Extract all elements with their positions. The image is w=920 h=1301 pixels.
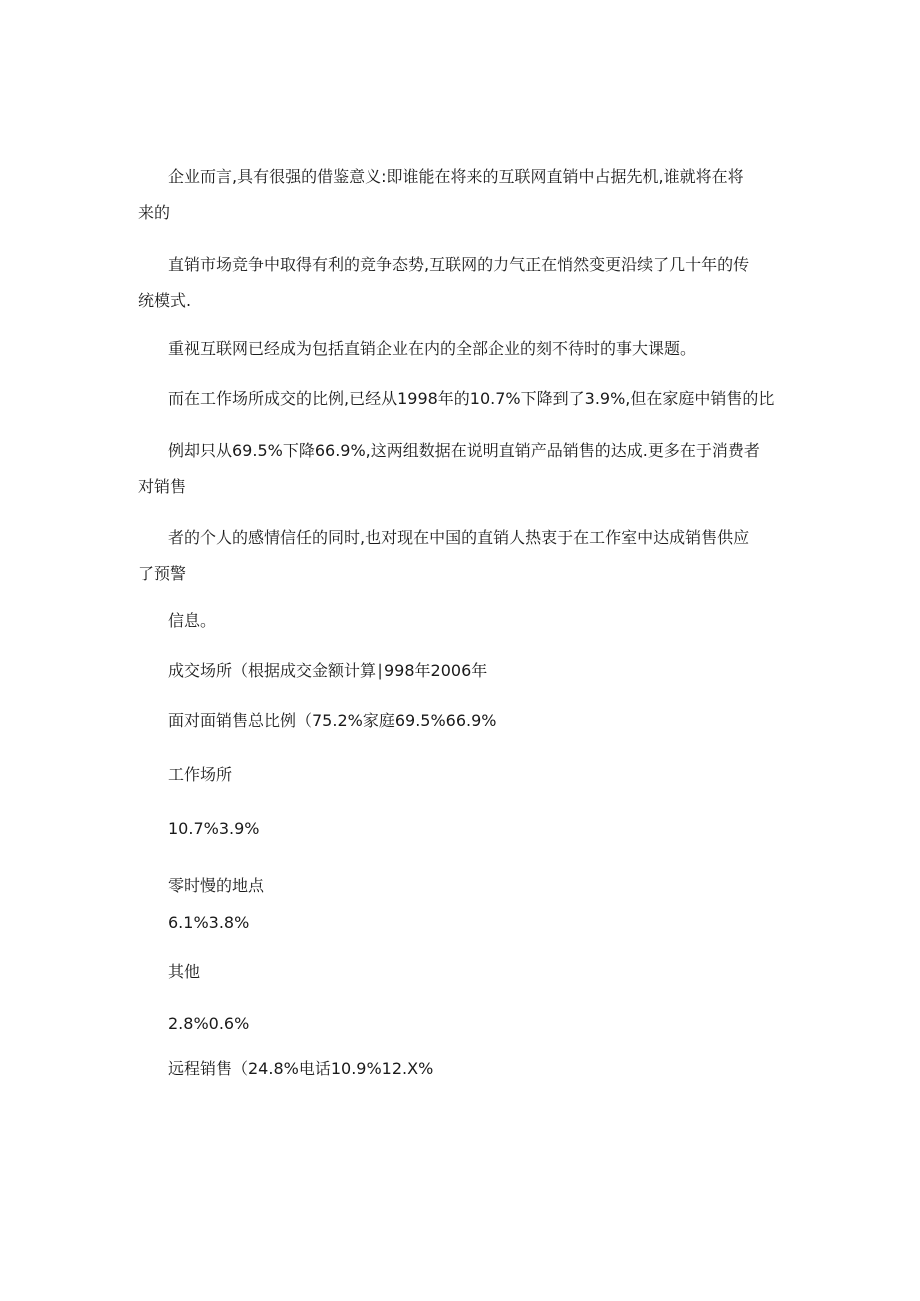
paragraph-line: 了预警 — [138, 564, 187, 583]
table-row-line: 零时慢的地点 — [168, 876, 265, 895]
paragraph-line: 来的 — [138, 203, 171, 222]
table-header-line: 成交场所（根据成交金额计算∣998年2006年 — [168, 661, 488, 680]
table-row-line: 工作场所 — [168, 765, 233, 784]
paragraph-line: 重视互联网已经成为包括直销企业在内的全部企业的刻不待时的事大课题。 — [168, 339, 697, 358]
table-row-line: 6.1%3.8% — [168, 913, 250, 932]
paragraph-line: 直销市场竞争中取得有利的竞争态势,互联网的力气正在悄然变更沿续了几十年的传 — [168, 255, 750, 274]
paragraph-line: 统模式. — [138, 291, 192, 310]
table-row-line: 10.7%3.9% — [168, 819, 260, 838]
table-row-line: 面对面销售总比例（75.2%家庭69.5%66.9% — [168, 711, 497, 730]
paragraph-line: 例却只从69.5%下降66.9%,这两组数据在说明直销产品销售的达成.更多在于消费者 — [168, 441, 760, 460]
table-row-line: 其他 — [168, 962, 201, 981]
paragraph-line: 信息。 — [168, 611, 217, 630]
paragraph-line: 企业而言,具有很强的借鉴意义:即谁能在将来的互联网直销中占据先机,谁就将在将 — [168, 167, 744, 186]
paragraph-line: 而在工作场所成交的比例,已经从1998年的10.7%下降到了3.9%,但在家庭中销售的比 — [168, 389, 775, 408]
table-row-line: 远程销售（24.8%电话10.9%12.X% — [168, 1059, 434, 1078]
paragraph-line: 对销售 — [138, 477, 187, 496]
paragraph-line: 者的个人的感情信任的同时,也对现在中国的直销人热衷于在工作室中达成销售供应 — [168, 528, 750, 547]
table-row-line: 2.8%0.6% — [168, 1014, 250, 1033]
